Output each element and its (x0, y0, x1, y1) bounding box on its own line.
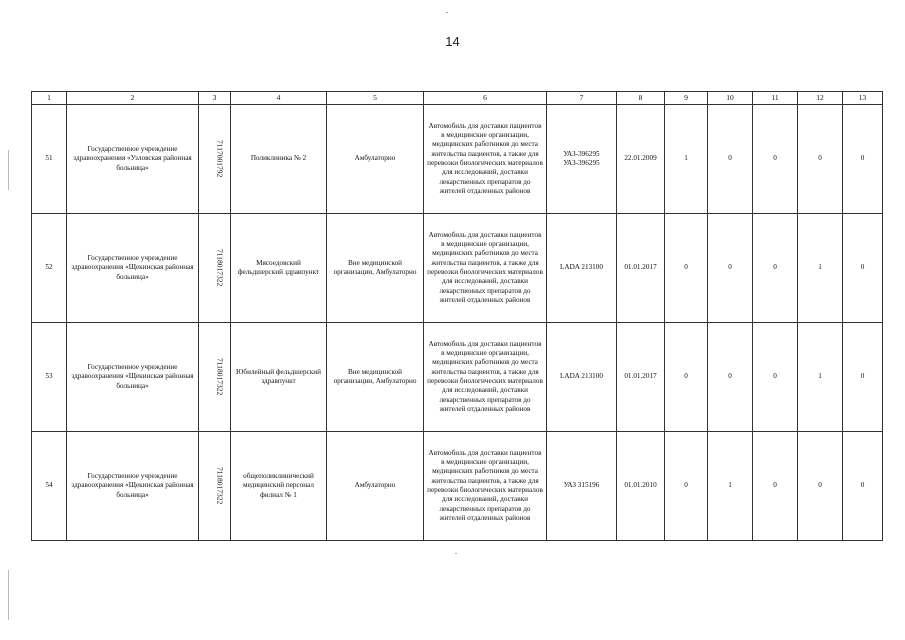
table-row (32, 432, 883, 541)
count-col-13: 0 (843, 214, 883, 323)
vehicle-purpose: Автомобиль для доставки пациентов в медицинские организации, медицинских работников до места жительства пациентов, а также для перевозки биологических материалов для исследований, доставки лекарственных препаратов до жителей отдаленных районов (424, 105, 547, 214)
row-number: 52 (32, 214, 67, 323)
count-col-13: 0 (843, 323, 883, 432)
header-cell: 13 (843, 92, 883, 105)
inn-value: 7117001792 (215, 139, 225, 178)
registration-date: 01.01.2010 (617, 432, 665, 541)
count-col-11: 0 (753, 105, 798, 214)
registration-date: 22.01.2009 (617, 105, 665, 214)
count-col-12: 1 (798, 323, 843, 432)
care-conditions: Вне медицинской организации, Амбулаторно (327, 323, 424, 432)
table-row (32, 214, 883, 323)
count-col-13: 0 (843, 105, 883, 214)
registration-date: 01.01.2017 (617, 214, 665, 323)
row-number: 54 (32, 432, 67, 541)
unit-name: Поликлиника № 2 (231, 105, 327, 214)
vehicle-model: УАЗ-396295 УАЗ-396295 (547, 105, 617, 214)
count-col-10: 0 (708, 214, 753, 323)
count-col-10: 1 (708, 432, 753, 541)
count-col-12: 0 (798, 105, 843, 214)
header-cell: 4 (231, 92, 327, 105)
count-col-13: 0 (843, 432, 883, 541)
vehicle-purpose: Автомобиль для доставки пациентов в медицинские организации, медицинских работников до места жительства пациентов, а также для перевозки биологических материалов для исследований, доставки лекарственных препаратов до жителей отдаленных районов (424, 323, 547, 432)
vehicles-table (31, 91, 883, 541)
inn-cell (199, 214, 231, 323)
header-cell: 5 (327, 92, 424, 105)
count-col-11: 0 (753, 432, 798, 541)
count-col-10: 0 (708, 323, 753, 432)
care-conditions: Амбулаторно (327, 105, 424, 214)
count-col-11: 0 (753, 323, 798, 432)
header-cell: 6 (424, 92, 547, 105)
header-cell: 10 (708, 92, 753, 105)
count-col-9: 0 (665, 432, 708, 541)
header-cell: 7 (547, 92, 617, 105)
row-number: 51 (32, 105, 67, 214)
unit-name: Мясоедовский фельдшерский здравпункт (231, 214, 327, 323)
vehicle-purpose: Автомобиль для доставки пациентов в медицинские организации, медицинских работников до места жительства пациентов, а также для перевозки биологических материалов для исследований, доставки лекарственных препаратов до жителей отдаленных районов (424, 214, 547, 323)
table-row (32, 323, 883, 432)
vehicle-purpose: Автомобиль для доставки пациентов в медицинские организации, медицинских работников до места жительства пациентов, а также для перевозки биологических материалов для исследований, доставки лекарственных препаратов до жителей отдаленных районов (424, 432, 547, 541)
organization-name: Государственное учреждение здравоохранения «Щекинская районная больница» (67, 432, 199, 541)
care-conditions: Вне медицинской организации, Амбулаторно (327, 214, 424, 323)
registration-date: 01.01.2017 (617, 323, 665, 432)
header-cell: 3 (199, 92, 231, 105)
organization-name: Государственное учреждение здравоохранения «Узловская районная больница» (67, 105, 199, 214)
header-cell: 12 (798, 92, 843, 105)
scan-edge-mark-top (8, 150, 9, 190)
row-number: 53 (32, 323, 67, 432)
page-number: 14 (445, 34, 460, 49)
inn-cell (199, 105, 231, 214)
scan-dot (455, 553, 457, 554)
column-number-row (32, 92, 883, 105)
unit-name: Юбилейный фельдшерский здравпункт (231, 323, 327, 432)
count-col-12: 0 (798, 432, 843, 541)
count-col-11: 0 (753, 214, 798, 323)
vehicle-model: LADA 213100 (547, 323, 617, 432)
header-cell: 1 (32, 92, 67, 105)
scan-dot (446, 12, 448, 13)
inn-cell (199, 323, 231, 432)
header-cell: 11 (753, 92, 798, 105)
organization-name: Государственное учреждение здравоохранения «Щекинская районная больница» (67, 323, 199, 432)
count-col-9: 0 (665, 214, 708, 323)
table-row (32, 105, 883, 214)
scan-edge-mark-bottom (8, 570, 9, 620)
count-col-10: 0 (708, 105, 753, 214)
unit-name: общеполиклинический медицинский персонал филиал № 1 (231, 432, 327, 541)
count-col-12: 1 (798, 214, 843, 323)
care-conditions: Амбулаторно (327, 432, 424, 541)
inn-cell (199, 432, 231, 541)
vehicle-model: УАЗ 315196 (547, 432, 617, 541)
header-cell: 2 (67, 92, 199, 105)
count-col-9: 1 (665, 105, 708, 214)
organization-name: Государственное учреждение здравоохранения «Щекинская районная больница» (67, 214, 199, 323)
header-cell: 9 (665, 92, 708, 105)
vehicle-model: LADA 213100 (547, 214, 617, 323)
inn-value: 7118017322 (215, 357, 225, 396)
inn-value: 7118017322 (215, 466, 225, 505)
header-cell: 8 (617, 92, 665, 105)
count-col-9: 0 (665, 323, 708, 432)
inn-value: 7118017322 (215, 248, 225, 287)
